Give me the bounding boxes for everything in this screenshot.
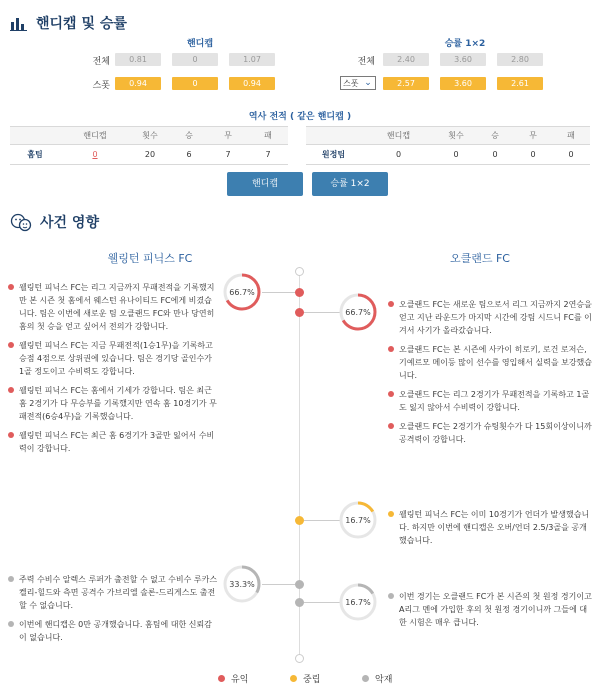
win-rate-total-away: 2.80 xyxy=(497,53,543,66)
legend-dot xyxy=(290,675,297,682)
list-item: 주력 수비수 알렉스 루퍼가 출전할 수 없고 수비수 루카스 켈리-힐드와 측면 공격수 가브리엘 솔론-드리게스도 출전할 수 없습니다. xyxy=(8,573,218,612)
list-item: 이번에 핸디캡은 0만 공개했습니다. 홈팀에 대한 신뢰감이 없습니다. xyxy=(8,618,218,644)
timeline-start-dot xyxy=(295,267,304,276)
win-rate-total-draw: 3.60 xyxy=(440,53,486,66)
legend-bad: 악재 xyxy=(362,672,392,685)
legend-dot xyxy=(362,675,369,682)
connector xyxy=(262,584,295,585)
list-item: 웰링턴 피닉스 FC는 리그 지금까지 무패전적을 기록했지만 본 시즌 첫 홈에서 웨스턴 유나이티드 FC에게 비겼습니다. 팀은 이번에 새로운 팀 오클랜드 FC와 만나 당연히 홈의 첫 승을 얻고 싶어서 전의가 강합니다. xyxy=(8,281,218,333)
connector xyxy=(262,292,295,293)
odds-type-select[interactable] xyxy=(340,76,376,90)
history-table-away: 핸디캡 횟수 승 무 패 원정팀 0 0 0 0 0 xyxy=(306,126,590,165)
timeline-dot-away-bad xyxy=(295,598,304,607)
ring-percent: 16.7% xyxy=(345,597,371,607)
bar-chart-icon xyxy=(10,15,28,31)
away-label: 원정팀 xyxy=(306,145,361,165)
handicap-total-home: 0.81 xyxy=(115,53,161,66)
row-label-total: 전체 xyxy=(92,57,110,67)
handicap-spot-home: 0.94 xyxy=(115,77,161,90)
handicap-spot-line: 0 xyxy=(172,77,218,90)
home-label: 홈팀 xyxy=(10,145,60,165)
away-good-ring xyxy=(338,292,378,332)
list-item: 오클랜드 FC는 새로운 팀으로서 리그 지금까지 2연승을 얻고 지난 라운드가 마지막 시간에 강팀 시드니 FC를 이겨서 사기가 올라갔습니다. xyxy=(388,298,594,337)
history-title: 역사 전적 ( 같은 핸디캡 ) xyxy=(248,112,352,122)
home-handicap-link[interactable]: 0 xyxy=(60,145,130,165)
ring-percent: 16.7% xyxy=(345,515,371,525)
row-label-total: 전체 xyxy=(357,57,375,67)
list-item: 오클랜드 FC는 본 시즌에 사카이 히로키, 로건 로저슨, 기예르모 메이등 많이 선수를 영입해서 실력을 보강했습니다. xyxy=(388,343,594,382)
history-table-home: 핸디캡 횟수 승 무 패 홈팀 0 20 6 7 7 xyxy=(10,126,288,165)
neutral-ring xyxy=(338,500,378,540)
chevron-down-icon: ⌄ xyxy=(364,78,372,88)
home-team-name: 웰링턴 피닉스 FC xyxy=(107,252,193,265)
section-title: 핸디캡 및 승률 xyxy=(36,16,127,32)
legend-neutral: 중립 xyxy=(290,672,320,685)
odds-type-value: 스폿 xyxy=(343,78,359,88)
away-bad-ring xyxy=(338,582,378,622)
connector xyxy=(304,520,340,521)
tab-win-rate-button[interactable]: 승률 1×2 xyxy=(312,172,388,196)
timeline-dot-neutral xyxy=(295,516,304,525)
win-rate-total-home: 2.40 xyxy=(383,53,429,66)
list-item: 웰링턴 피닉스 FC는 홈에서 기세가 강합니다. 팀은 최근 홈 2경기가 다 무승부를 기록했지만 연속 홈 10경기가 무패전적(6승4무)을 기록했습니다. xyxy=(8,384,218,423)
legend-good: 유익 xyxy=(218,672,248,685)
tab-handicap-button[interactable]: 핸디캡 xyxy=(227,172,303,196)
handicap-total-away: 1.07 xyxy=(229,53,275,66)
list-item: 웰링턴 피닉스 FC는 최근 홈 6경기가 3골만 잃어서 수비력이 강합니다. xyxy=(8,429,218,455)
ring-percent: 66.7% xyxy=(345,307,371,317)
impact-title: 사건 영향 xyxy=(40,215,99,231)
faces-icon xyxy=(10,212,32,232)
list-item: 이번 경기는 오클랜드 FC가 본 시즌의 첫 원정 경기이고 A리그 멘에 가입한 후의 첫 원정 경기이니까 그들에 대한 시험은 매우 큽니다. xyxy=(388,590,594,629)
legend-dot xyxy=(218,675,225,682)
home-bad-ring xyxy=(222,564,262,604)
neutral-list xyxy=(388,508,594,547)
row-label-spot: 스폿 xyxy=(92,81,110,91)
away-unfavorable-list xyxy=(388,590,594,629)
away-favorable-list xyxy=(388,298,594,446)
win-rate-spot-home: 2.57 xyxy=(383,77,429,90)
away-team-name: 오클랜드 FC xyxy=(449,252,510,265)
win-rate-spot-away: 2.61 xyxy=(497,77,543,90)
timeline-dot-home-good xyxy=(295,288,304,297)
impact-section-header xyxy=(10,212,99,232)
handicap-header: 핸디캡 xyxy=(186,39,214,49)
connector xyxy=(304,602,340,603)
ring-percent: 33.3% xyxy=(229,579,255,589)
home-unfavorable-list xyxy=(8,573,218,644)
list-item: 웰링턴 피닉스 FC는 이미 10경기가 언더가 발생했습니다. 하지만 이번에 핸디캡은 오버/언더 2.5/3골을 공개했습니다. xyxy=(388,508,594,547)
list-item: 오클랜드 FC는 리그 2경기가 무패전적을 기록하고 1골도 잃지 않아서 수비력이 강합니다. xyxy=(388,388,594,414)
timeline-dot-away-good xyxy=(295,308,304,317)
handicap-total-line: 0 xyxy=(172,53,218,66)
win-rate-header: 승률 1×2 xyxy=(444,39,486,49)
handicap-section-header xyxy=(10,13,127,33)
timeline-end-dot xyxy=(295,654,304,663)
home-favorable-list xyxy=(8,281,218,455)
win-rate-spot-draw: 3.60 xyxy=(440,77,486,90)
handicap-spot-away: 0.94 xyxy=(229,77,275,90)
list-item: 오클랜드 FC는 2경기가 슈팅횟수가 다 15회이상이니까 공격력이 강합니다. xyxy=(388,420,594,446)
list-item: 웰링턴 피닉스 FC는 지금 무패전적(1승1무)을 기록하고 승점 4점으로 상위권에 있습니다. 팀은 경기당 골인수가 1골 정도이고 수비력도 강합니다. xyxy=(8,339,218,378)
connector xyxy=(304,312,340,313)
home-good-ring xyxy=(222,272,262,312)
ring-percent: 66.7% xyxy=(229,287,255,297)
timeline-dot-home-bad xyxy=(295,580,304,589)
